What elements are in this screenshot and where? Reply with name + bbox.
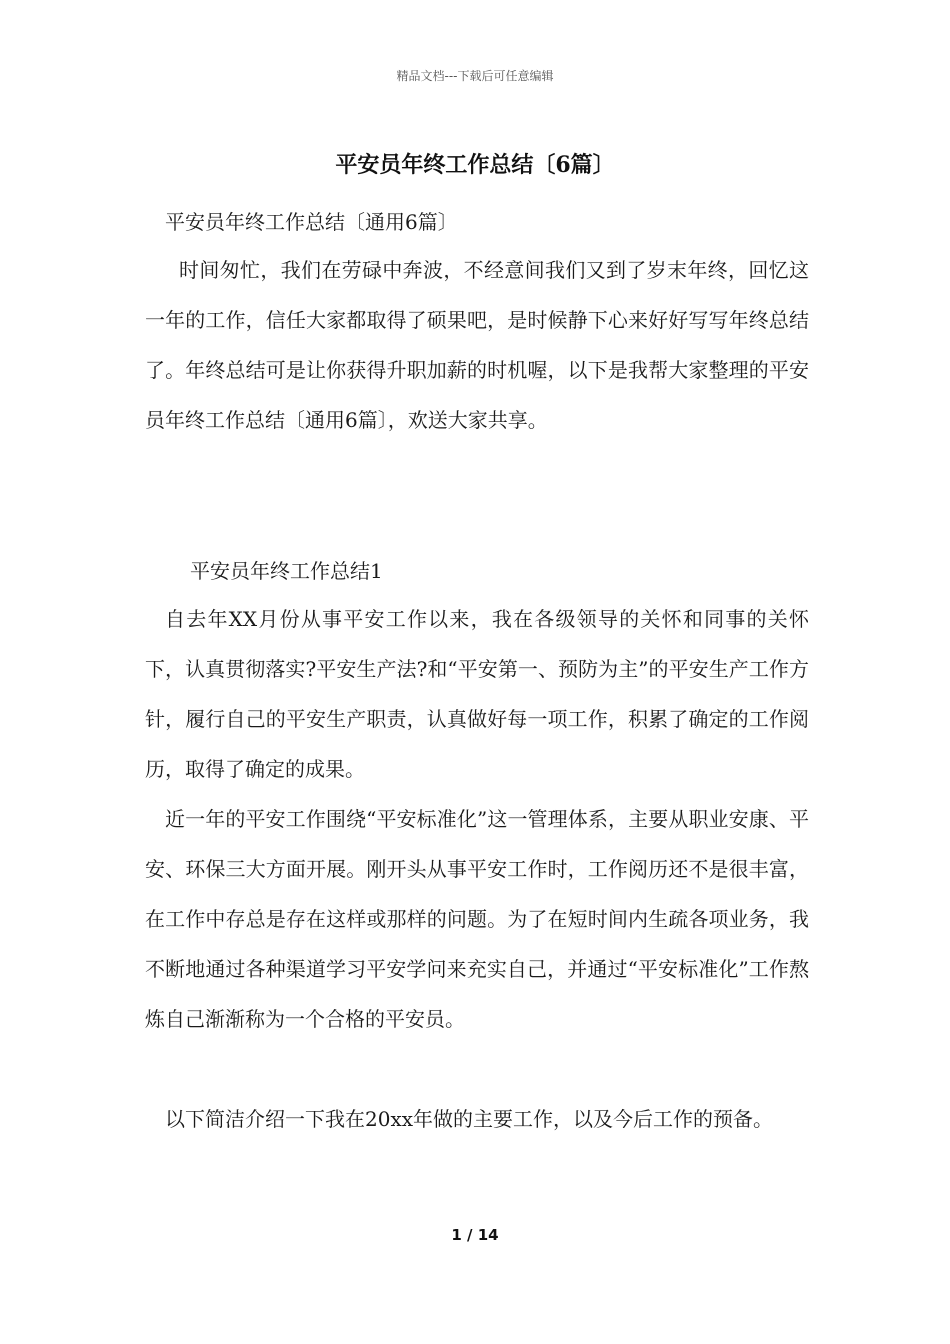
paragraph-1: 自去年XX月份从事平安工作以来，我在各级领导的关怀和同事的关怀下，认真贯彻落实?平安生产法?和“平安第一、预防为主”的平安生产工作方针，履行自己的平安生产职责，认真做好每一项工作，积累了确定的工作阅历，取得了确定的成果。 bbox=[145, 607, 809, 781]
header-note: 精品文档---下载后可任意编辑 bbox=[396, 69, 554, 83]
document-title: 平安员年终工作总结〔6篇〕 bbox=[335, 152, 615, 178]
page-number: 1 / 14 bbox=[451, 1226, 499, 1244]
section-heading: 平安员年终工作总结1 bbox=[190, 559, 383, 583]
intro-paragraph: 时间匆忙，我们在劳碌中奔波，不经意间我们又到了岁末年终，回忆这一年的工作，信任大家都取得了硕果吧，是时候静下心来好好写写年终总结了。年终总结可是让你获得升职加薪的时机喔，以下是我帮大家整理的平安员年终工作总结〔通用6篇〕，欢送大家共享。 bbox=[145, 258, 809, 432]
paragraph-3: 以下简洁介绍一下我在20xx年做的主要工作，以及今后工作的预备。 bbox=[165, 1107, 774, 1131]
paragraph-2: 近一年的平安工作围绕“平安标准化”这一管理体系，主要从职业安康、平安、环保三大方面开展。刚开头从事平安工作时，工作阅历还不是很丰富，在工作中存总是存在这样或那样的问题。为了在短时间内生疏各项业务，我不断地通过各种渠道学习平安学问来充实自己，并通过“平安标准化”工作熬炼自己渐渐称为一个合格的平安员。 bbox=[145, 807, 809, 1031]
document-subtitle: 平安员年终工作总结〔通用6篇〕 bbox=[165, 210, 458, 234]
